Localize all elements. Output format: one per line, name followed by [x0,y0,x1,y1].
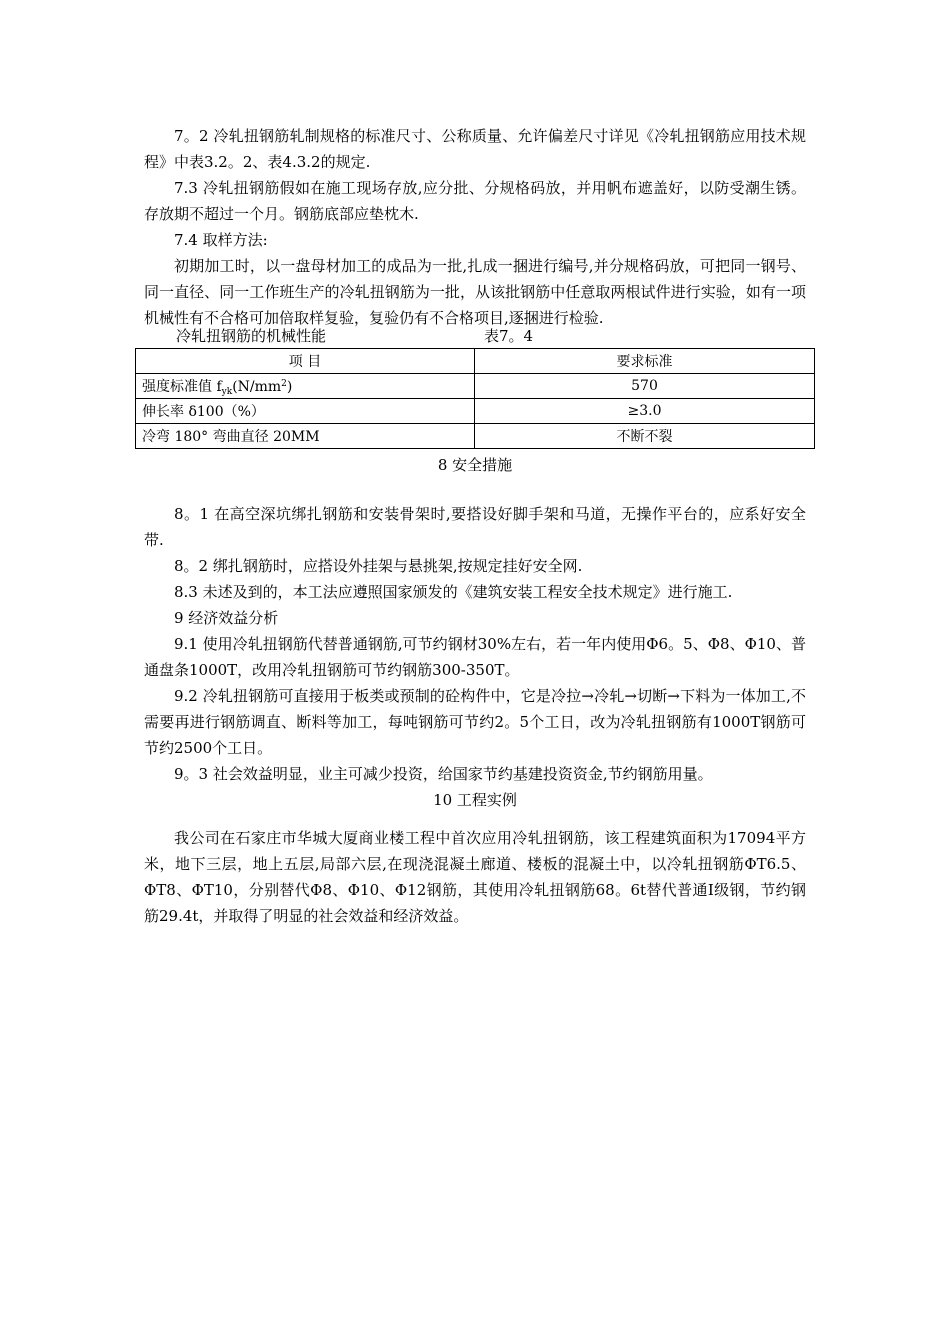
row-value-strength: 570 [475,374,815,399]
section-10-title: 10 工程实例 [433,791,517,809]
paragraph-7-2: 7。2 冷轧扭钢筋轧制规格的标准尺寸、公称质量、允许偏差尺寸详见《冷轧扭钢筋应用技术规程》中表3.2。2、表4.3.2的规定. [144,127,806,171]
row-label-elongation: 伸长率 δ100（%） [136,399,475,424]
row-label-bending: 冷弯 180° 弯曲直径 20MM [136,424,475,449]
paragraph-9-1: 9.1 使用冷轧扭钢筋代替普通钢筋,可节约钢材30%左右，若一年内使用Φ6。5、Φ8、Φ10、普通盘条1000T，改用冷轧扭钢筋可节约钢筋300-350T。 [144,635,806,679]
table-row [136,399,815,424]
paragraph-7-4-body: 初期加工时，以一盘母材加工的成品为一批,扎成一捆进行编号,并分规格码放，可把同一钢号、同一直径、同一工作班生产的冷轧扭钢筋为一批，从该批钢筋中任意取两根试件进行实验，如有一项机械性有不合格可加倍取样复验，复验仍有不合格项目,逐捆进行检验. [144,257,806,327]
paragraph-10-1: 我公司在石家庄市华城大厦商业楼工程中首次应用冷轧扭钢筋，该工程建筑面积为17094平方米，地下三层，地上五层,局部六层,在现浇混凝土廊道、楼板的混凝土中，以冷轧扭钢筋ΦT6.5、ΦT8、ΦT10，分别替代Φ8、Φ10、Φ12钢筋，其使用冷轧扭钢筋68。6t替代普通Ⅰ级钢，节约钢筋29.4t，并取得了明显的社会效益和经济效益。 [144,829,806,925]
paragraph-9-3: 9。3 社会效益明显，业主可减少投资，给国家节约基建投资资金,节约钢筋用量。 [174,765,713,783]
table-title: 冷轧扭钢筋的机械性能 [176,327,327,345]
mechanical-properties-table [135,348,815,449]
header-requirement: 要求标准 [475,349,815,374]
section-10-body [144,825,806,929]
section-8-title: 8 安全措施 [437,456,513,474]
section-8-9-10 [144,501,806,813]
paragraph-8-3: 8.3 未述及到的，本工法应遵照国家颁发的《建筑安装工程安全技术规定》进行施工. [174,583,733,601]
table-number: 表7。4 [484,327,534,345]
section-9-title: 9 经济效益分析 [174,609,279,627]
paragraph-7-3: 7.3 冷轧扭钢筋假如在施工现场存放,应分批、分规格码放，并用帆布遮盖好，以防受潮生锈。存放期不超过一个月。钢筋底部应垫枕木. [144,179,806,223]
paragraph-8-2: 8。2 绑扎钢筋时，应搭设外挂架与悬挑架,按规定挂好安全网. [174,557,583,575]
row-value-elongation: ≥3.0 [475,399,815,424]
section-7 [144,123,806,331]
row-label-strength: 强度标准值 $f_{yk}(N/mm^2)$ [136,374,475,399]
table-caption [176,326,676,346]
row-value-bending: 不断不裂 [475,424,815,449]
table-row [136,424,815,449]
section-8-title-block [144,452,806,478]
paragraph-8-1: 8。1 在高空深坑绑扎钢筋和安装骨架时,要搭设好脚手架和马道，无操作平台的，应系好安全带. [144,505,806,549]
table-header-row [136,349,815,374]
paragraph-9-2: 9.2 冷轧扭钢筋可直接用于板类或预制的砼构件中，它是冷拉→冷轧→切断→下料为一体加工,不需要再进行钢筋调直、断料等加工，每吨钢筋可节约2。5个工日，改为冷轧扭钢筋有1000T钢筋可节约2500个工日。 [144,687,806,757]
paragraph-7-4-title: 7.4 取样方法: [174,231,268,249]
table-row [136,374,815,399]
header-item: 项 目 [136,349,475,374]
